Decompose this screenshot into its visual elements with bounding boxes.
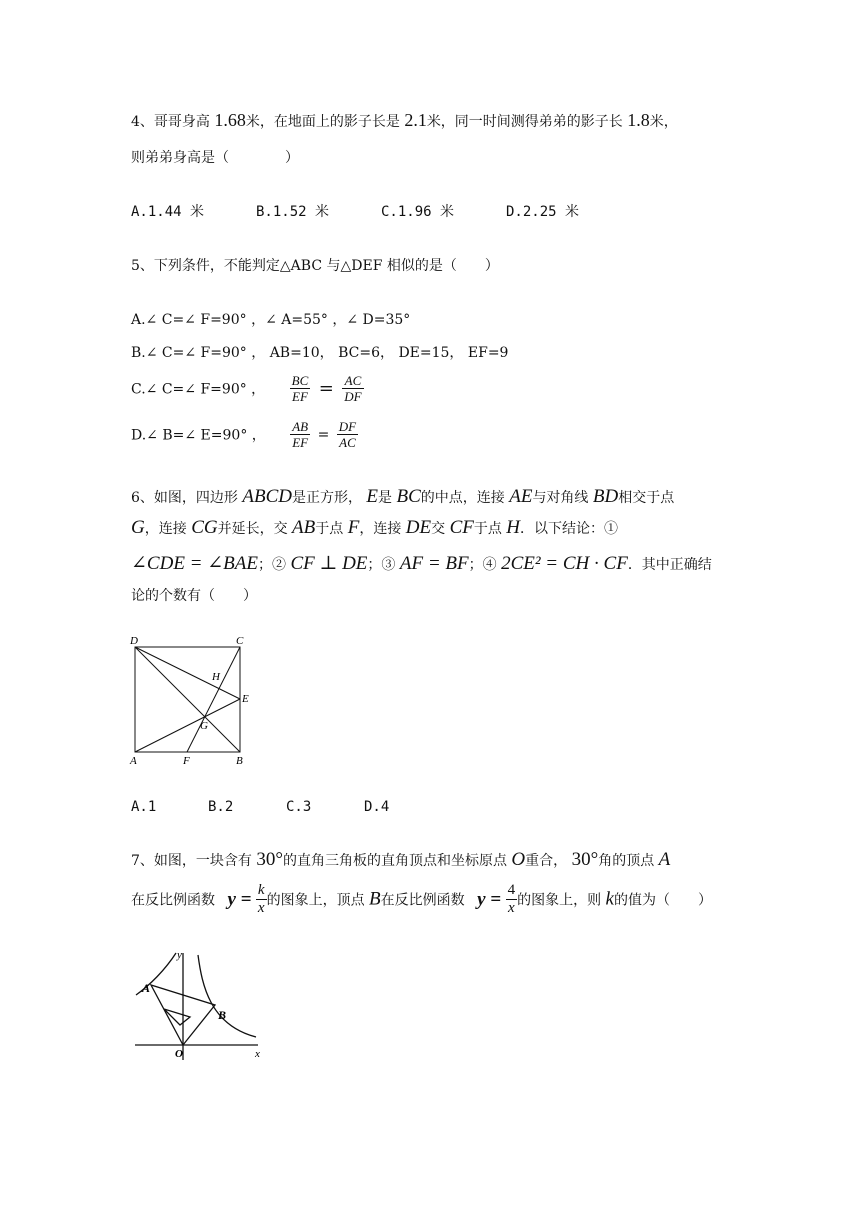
q6-square-figure [125,630,260,770]
q6-math-de: DE [405,517,432,538]
q7-line-1 [131,849,670,871]
q7-text: 角的顶点 [598,853,659,869]
q7-math-y: y = [227,888,252,910]
q5-option-d-label: D.∠ B=∠ E=90° ， [131,427,266,444]
figure-label-y: y [177,949,182,961]
q4-text-a: 4、哥哥身高 [131,114,215,130]
q7-math-o: O [511,849,526,870]
fraction-numerator: AC [342,373,363,389]
q4-text-b: 米，在地面上的影子长是 [245,114,405,130]
q6-text: 相交于点 [618,490,675,506]
q6-math-cf: CF [449,517,474,538]
figure-label-o: O [175,1048,183,1060]
q6-text: 6、如图，四边形 [131,490,243,506]
q6-option-b: B.2 [208,799,234,815]
q6-text: ，连接 [359,521,406,537]
q6-text: ．其中正确结 [627,557,712,573]
q6-math-f: F [347,517,360,538]
q7-text: 7、如图，一块含有 [131,853,257,869]
q6-text: 于点 [315,521,348,537]
figure-label-x: x [255,1048,260,1060]
q6-option-d: D.4 [364,799,390,815]
q7-angle-30: 30° [571,849,599,870]
q5-option-c-fraction-2 [342,373,363,404]
q6-line-2 [131,517,618,539]
q6-line-1 [131,486,674,508]
q7-math-b: B [369,888,381,910]
q7-angle-30: 30° [256,849,283,870]
q6-text: ，连接 [144,521,192,537]
q7-line-2 [131,882,712,917]
fraction-denominator: x [257,900,265,916]
q6-option-c: C.3 [286,799,312,815]
figure-label-d: D [130,635,138,647]
q5-option-d-fraction-2 [337,419,358,450]
q6-math-h: H [506,517,521,538]
figure-label-a: A [130,755,137,767]
q6-text: ；② [257,557,291,573]
fraction-numerator: DF [338,419,357,434]
q4-line-1 [131,110,678,131]
q7-hyperbola-figure [130,945,275,1065]
q4-option-c: C.1.96 米 [381,204,455,220]
figure-label-g: G [200,720,208,732]
q6-option-a: A.1 [131,799,157,815]
q4-height: 1.68 [214,110,246,130]
q7-text: 的值为（ ） [613,892,712,909]
q6-conclusion-1: ∠CDE = ∠BAE [131,553,258,574]
q5-option-b: B.∠ C=∠ F=90° ， AB=10， BC=6， DE=15， EF=9 [131,345,509,361]
q7-fraction-k-over-x [256,882,267,917]
q6-math-cg: CG [191,517,218,538]
q6-text: 与对角线 [532,490,593,506]
q4-option-d: D.2.25 米 [506,204,580,220]
fraction-denominator: x [507,900,515,916]
q5-option-c [131,373,364,404]
q4-text-c: 米，同一时间测得弟弟的影子长 [426,114,628,130]
q6-text: 是正方形， [291,490,367,506]
figure-label-c: C [236,635,244,647]
q4-option-b: B.1.52 米 [256,204,330,220]
q5-option-c-label: C.∠ C=∠ F=90° ， [131,381,266,398]
q4-shadow-2: 1.8 [627,110,650,130]
figure-label-h: H [212,671,220,683]
q6-line-3 [131,552,712,575]
q4-line-2: 则弟弟身高是（ ） [131,150,299,166]
q7-fraction-4-over-x [506,882,518,917]
q6-conclusion-4: 2CE² = CH · CF [501,553,628,574]
q6-text: 交 [431,521,450,537]
q6-conclusion-3: AF = BF [399,553,469,574]
q5-option-c-fraction-1 [290,373,311,404]
q7-text: 在反比例函数 [380,892,470,909]
fraction-denominator: EF [292,389,308,404]
q7-text: 重合， [525,853,572,869]
q6-text: 于点 [473,521,507,537]
q7-text: 的直角三角板的直角顶点和坐标原点 [282,853,512,869]
q6-math-abcd: ABCD [242,486,292,507]
q6-math-bc: BC [396,486,421,507]
figure-label-e: E [242,693,249,705]
q6-math-ae: AE [509,486,533,507]
q7-text: 在反比例函数 [131,892,220,909]
q6-math-e: E [366,486,379,507]
q7-math-y: y = [477,888,502,910]
q6-text: ．以下结论：① [520,521,619,537]
figure-label-b: B [236,755,243,767]
figure-label-f: F [183,755,190,767]
q4-option-a: A.1.44 米 [131,204,205,220]
q6-text: ；③ [367,557,400,573]
fraction-numerator: 4 [507,882,516,898]
q7-text: 的图象上，顶点 [266,892,370,909]
fraction-numerator: k [257,882,265,898]
equals-sign: = [317,426,330,443]
equals-sign: = [318,378,334,399]
q5-option-d-fraction-1 [290,419,310,450]
fraction-numerator: BC [291,373,309,388]
q7-math-a: A [658,849,671,870]
q6-line-4: 论的个数有（ ） [131,588,257,604]
q5-option-d [131,419,358,450]
q6-text: ；④ [468,557,502,573]
q6-math-bd: BD [592,486,619,507]
q6-text: 的中点，连接 [420,490,510,506]
q5-stem: 5、下列条件，不能判定△ABC 与△DEF 相似的是（ ） [131,258,499,274]
q6-text: 并延长，交 [217,521,293,537]
q7-text: 的图象上，则 [517,892,606,909]
figure-label-a: A [142,981,151,995]
q4-text-d: 米， [649,114,678,130]
q6-conclusion-2: CF ⊥ DE [290,553,368,574]
q6-math-g: G [131,517,145,538]
fraction-denominator: EF [292,435,309,450]
fraction-denominator: DF [344,389,362,404]
figure-label-b: B [218,1008,227,1022]
fraction-denominator: AC [339,435,356,450]
q6-text: 是 [378,490,397,506]
q4-shadow-1: 2.1 [404,110,427,130]
fraction-numerator: AB [292,419,309,434]
q6-math-ab: AB [292,517,316,538]
q5-option-a: A.∠ C=∠ F=90° ，∠ A=55° ，∠ D=35° [131,312,411,328]
q7-math-k: k [605,888,614,910]
